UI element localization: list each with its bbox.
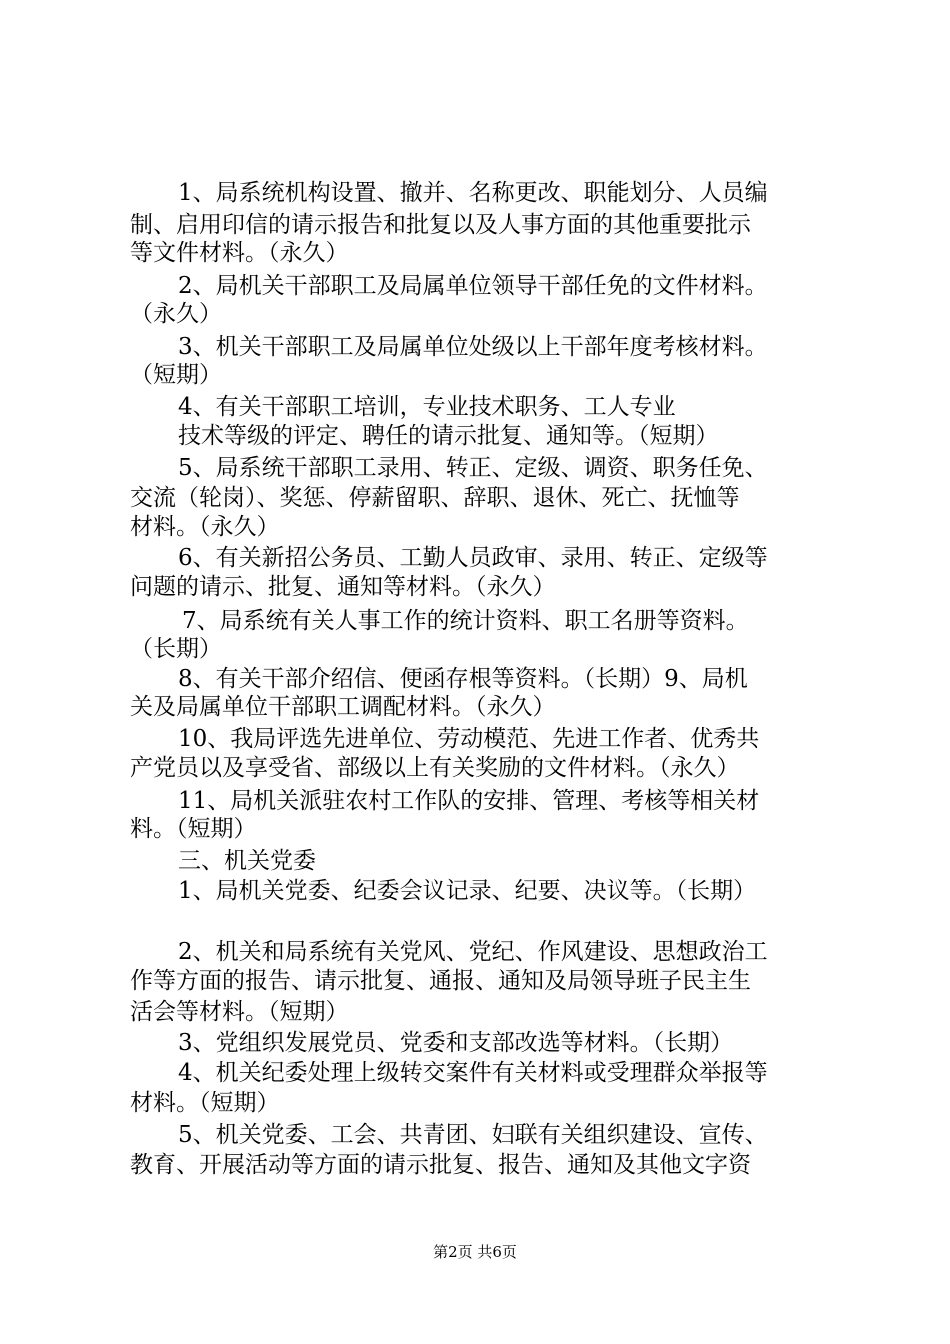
text-line: 问题的请示、批复、通知等材料。（永久） (130, 574, 556, 600)
text-line: 4、机关纪委处理上级转交案件有关材料或受理群众举报等 (178, 1060, 768, 1086)
text-line: 料。（短期） (130, 816, 257, 842)
text-line: 活会等材料。（短期） (130, 999, 349, 1025)
text-line: 11、局机关派驻农村工作队的安排、管理、考核等相关材 (178, 788, 760, 814)
text-line: 作等方面的报告、请示批复、通报、通知及局领导班子民主生 (130, 968, 751, 994)
text-line: 交流（轮岗）、奖惩、停薪留职、辞职、退休、死亡、抚恤等 (130, 485, 740, 511)
text-line: 材料。（短期） (130, 1090, 280, 1116)
text-line: 3、机关干部职工及局属单位处级以上干部年度考核材料。 (178, 334, 768, 360)
text-line: 5、机关党委、工会、共青团、妇联有关组织建设、宣传、 (178, 1122, 768, 1148)
text-line: 3、党组织发展党员、党委和支部改选等材料。（长期） (178, 1030, 734, 1056)
text-line: 2、局机关干部职工及局属单位领导干部任免的文件材料。 (178, 273, 768, 299)
text-line: 1、局系统机构设置、撤并、名称更改、职能划分、人员编 (178, 180, 768, 206)
text-line: 10、我局评选先进单位、劳动模范、先进工作者、优秀共 (178, 726, 760, 752)
text-line: 产党员以及享受省、部级以上有关奖励的文件材料。（永久） (130, 755, 740, 781)
text-line: 5、局系统干部职工录用、转正、定级、调资、职务任免、 (178, 455, 768, 481)
text-line: 2、机关和局系统有关党风、党纪、作风建设、思想政治工 (178, 939, 768, 965)
text-line: 8、有关干部介绍信、便函存根等资料。（长期）9、局机 (178, 666, 748, 692)
text-line: 制、启用印信的请示报告和批复以及人事方面的其他重要批示 (130, 212, 751, 238)
section-heading: 三、机关党委 (178, 848, 316, 874)
text-line: 1、局机关党委、纪委会议记录、纪要、决议等。（长期） (178, 878, 757, 904)
text-line: （短期） (130, 362, 222, 388)
text-line: 教育、开展活动等方面的请示批复、报告、通知及其他文字资 (130, 1152, 751, 1178)
text-line: 6、有关新招公务员、工勤人员政审、录用、转正、定级等 (178, 545, 768, 571)
text-line: 关及局属单位干部职工调配材料。（永久） (130, 694, 556, 720)
text-line: （永久） (130, 301, 222, 327)
text-line: 材料。（永久） (130, 514, 280, 540)
page-number-footer: 第2页 共6页 (433, 1243, 517, 1261)
text-line: （长期） (130, 636, 222, 662)
text-line: 等文件材料。（永久） (130, 240, 349, 266)
text-line: 4、有关干部职工培训，专业技术职务、工人专业 (178, 394, 676, 420)
text-line: 技术等级的评定、聘任的请示批复、通知等。（短期） (178, 423, 719, 449)
text-line: 7、局系统有关人事工作的统计资料、职工名册等资料。 (182, 608, 749, 634)
